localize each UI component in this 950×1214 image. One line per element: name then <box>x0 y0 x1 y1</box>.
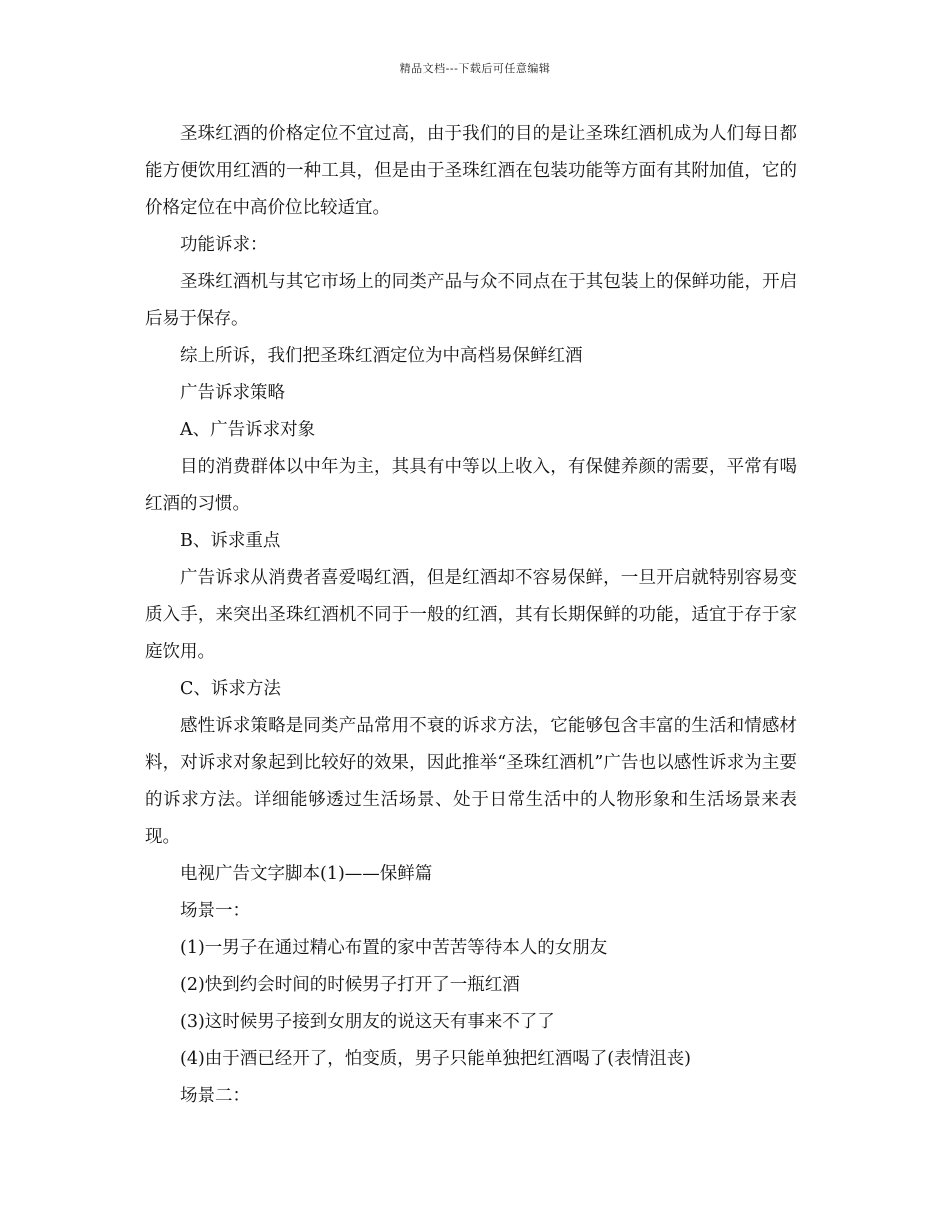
paragraph-price-positioning: 圣珠红酒的价格定位不宜过高，由于我们的目的是让圣珠红酒机成为人们每日都能方便饮用红酒的一种工具，但是由于圣珠红酒在包装功能等方面有其附加值，它的价格定位在中高价位比较适宜。 <box>145 124 797 218</box>
paragraph-scene-one-heading: 场景一： <box>180 901 250 921</box>
paragraph-function-appeal-heading: 功能诉求： <box>180 235 268 255</box>
paragraph-scene-two-heading: 场景二： <box>180 1086 250 1106</box>
paragraph-section-a-heading: A、广告诉求对象 <box>180 420 316 440</box>
paragraph-appeal-method: 感性诉求策略是同类产品常用不衰的诉求方法，它能够包含丰富的生活和情感材料，对诉求对象起到比较好的效果，因此推举“圣珠红酒机”广告也以感性诉求为主要的诉求方法。详细能够透过生活场景、处于日常生活中的人物形象和生活场景来表现。 <box>145 716 797 847</box>
paragraph-scene-one-item-4: (4)由于酒已经开了，怕变质，男子只能单独把红酒喝了(表情沮丧) <box>180 1049 691 1069</box>
paragraph-section-c-heading: C、诉求方法 <box>180 679 281 699</box>
paragraph-section-b-heading: B、诉求重点 <box>180 531 281 551</box>
document-body <box>145 116 797 1115</box>
page-header: 精品文档---下载后可任意编辑 <box>399 62 551 75</box>
paragraph-scene-one-item-2: (2)快到约会时间的时候男子打开了一瓶红酒 <box>180 975 520 995</box>
paragraph-function-appeal: 圣珠红酒机与其它市场上的同类产品与众不同点在于其包装上的保鲜功能，开启后易于保存。 <box>145 272 797 329</box>
paragraph-summary: 综上所诉，我们把圣珠红酒定位为中高档易保鲜红酒 <box>180 346 583 366</box>
paragraph-ad-strategy-heading: 广告诉求策略 <box>180 383 285 403</box>
paragraph-target-audience: 目的消费群体以中年为主，其具有中等以上收入，有保健养颜的需要，平常有喝红酒的习惯。 <box>145 457 797 514</box>
paragraph-scene-one-item-1: (1)一男子在通过精心布置的家中苦苦等待本人的女朋友 <box>180 938 608 958</box>
paragraph-tv-script-title: 电视广告文字脚本(1)——保鲜篇 <box>180 864 433 884</box>
paragraph-scene-one-item-3: (3)这时候男子接到女朋友的说这天有事来不了了 <box>180 1012 555 1032</box>
paragraph-appeal-focus: 广告诉求从消费者喜爱喝红酒，但是红酒却不容易保鲜，一旦开启就特别容易变质入手，来突出圣珠红酒机不同于一般的红酒，其有长期保鲜的功能，适宜于存于家庭饮用。 <box>145 568 797 662</box>
